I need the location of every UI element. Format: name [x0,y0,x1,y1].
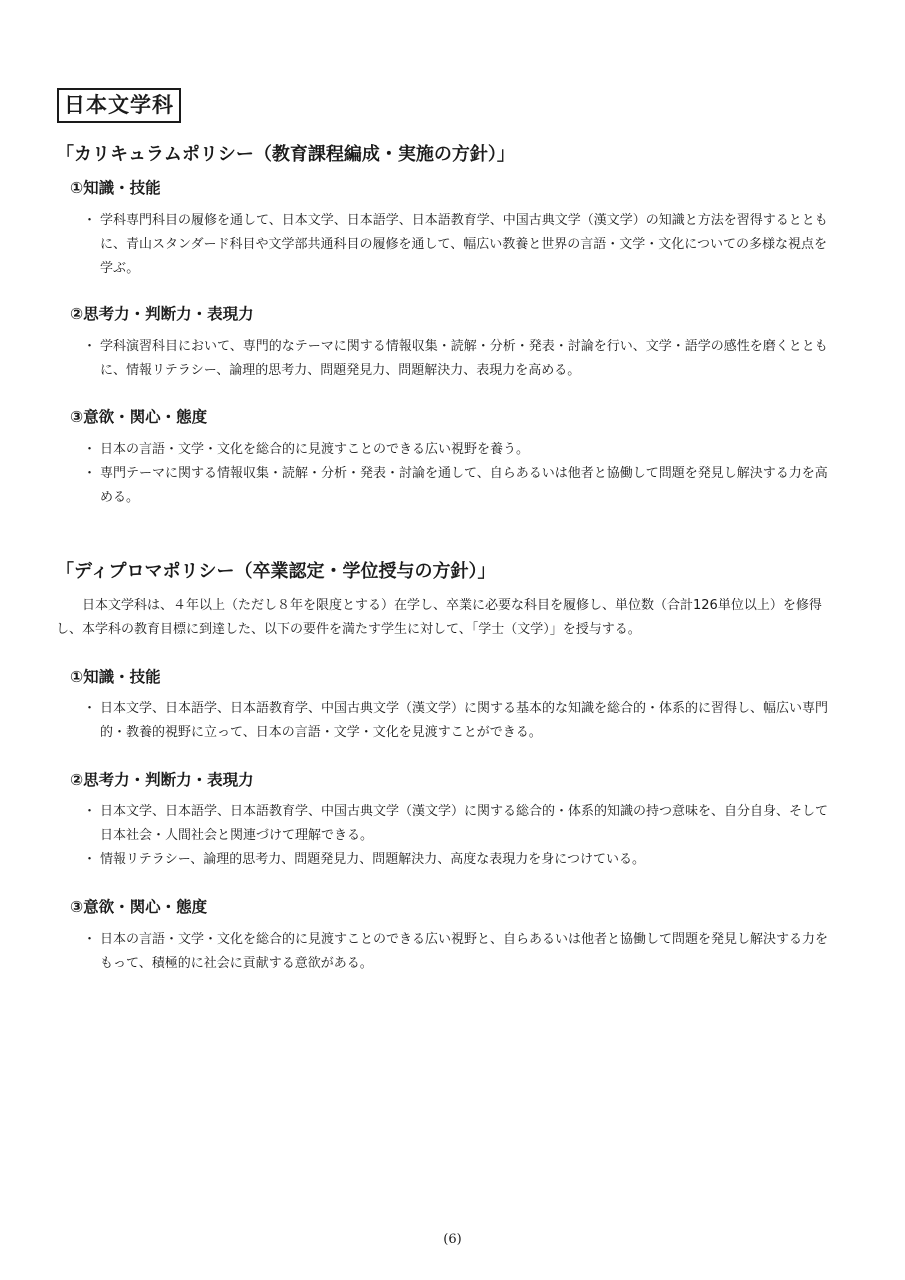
list-item: ・ 日本文学、日本語学、日本語教育学、中国古典文学（漢文学）に関する総合的・体系的知識の持つ意味を、自分自身、そして日本社会・人間社会と関連づけて理解できる。 [88,800,838,848]
curriculum-section-thinking-list [88,335,838,383]
department-title: 日本文学科 [57,88,181,123]
curriculum-section-knowledge-title: ①知識・技能 [70,179,161,197]
list-item: ・ 情報リテラシー、論理的思考力、問題発見力、問題解決力、高度な表現力を身につけている。 [88,848,838,872]
diploma-section-thinking-list [88,800,838,872]
list-item: ・ 日本文学、日本語学、日本語教育学、中国古典文学（漢文学）に関する基本的な知識を総合的・体系的に習得し、幅広い専門的・教養的視野に立って、日本の言語・文学・文化を見渡すことができる。 [88,697,838,745]
page-number: (6) [443,1232,462,1247]
diploma-section-knowledge-list [88,697,838,745]
diploma-intro-paragraph: 日本文学科は、４年以上（ただし８年を限度とする）在学し、卒業に必要な科目を履修し、単位数（合計126単位以上）を修得し、本学科の教育目標に到達した、以下の要件を満たす学生に対して、「学士（文学）」を授与する。 [56,598,822,637]
list-item: ・ 日本の言語・文学・文化を総合的に見渡すことのできる広い視野を養う。 [88,438,838,462]
curriculum-policy-heading: 「カリキュラムポリシー（教育課程編成・実施の方針）」 [56,144,515,165]
curriculum-section-attitude-title: ③意欲・関心・態度 [70,408,208,426]
diploma-section-knowledge-title: ①知識・技能 [70,668,161,686]
curriculum-section-attitude-list [88,438,838,510]
list-item: ・ 学科専門科目の履修を通して、日本文学、日本語学、日本語教育学、中国古典文学（漢文学）の知識と方法を習得するとともに、青山スタンダード科目や文学部共通科目の履修を通して、幅広い教養と世界の言語・文学・文化についての多様な視点を学ぶ。 [88,209,838,281]
curriculum-section-knowledge-list [88,209,838,281]
list-item: ・ 日本の言語・文学・文化を総合的に見渡すことのできる広い視野と、自らあるいは他者と協働して問題を発見し解決する力をもって、積極的に社会に貢献する意欲がある。 [88,928,838,976]
list-item: ・ 学科演習科目において、専門的なテーマに関する情報収集・読解・分析・発表・討論を行い、文学・語学の感性を磨くとともに、情報リテラシー、論理的思考力、問題発見力、問題解決力、表現力を高める。 [88,335,838,383]
diploma-section-attitude-title: ③意欲・関心・態度 [70,898,208,916]
list-item: ・ 専門テーマに関する情報収集・読解・分析・発表・討論を通して、自らあるいは他者と協働して問題を発見し解決する力を高める。 [88,462,838,510]
diploma-section-attitude-list [88,928,838,976]
diploma-policy-heading: 「ディプロマポリシー（卒業認定・学位授与の方針）」 [56,561,496,582]
diploma-section-thinking-title: ②思考力・判断力・表現力 [70,771,254,789]
curriculum-section-thinking-title: ②思考力・判断力・表現力 [70,305,254,323]
